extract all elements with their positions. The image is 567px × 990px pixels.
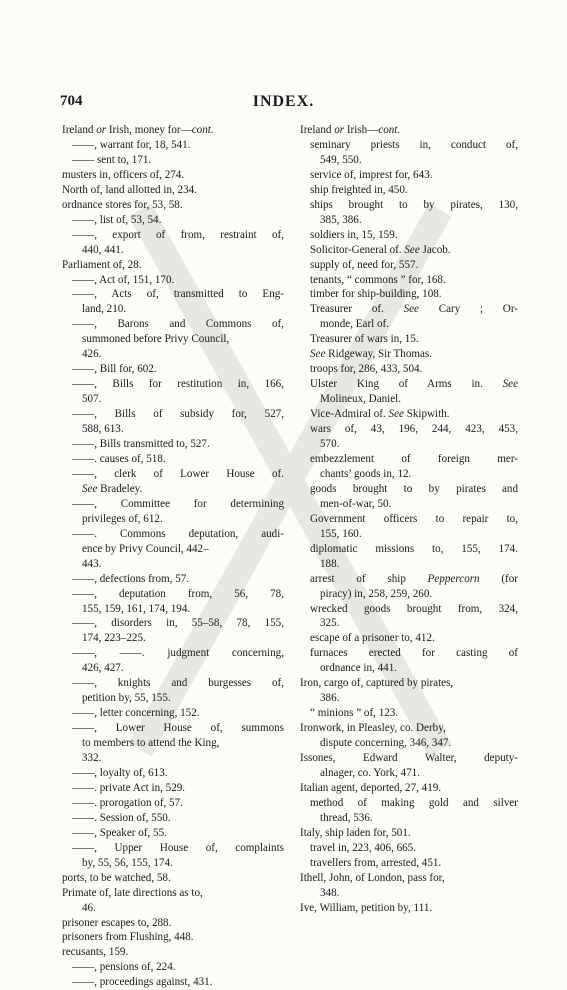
index-line	[300, 168, 518, 183]
index-text: Treasurer of wars in, 15.	[310, 333, 419, 346]
index-line	[62, 781, 284, 796]
index-text: Vice-Admiral of.	[310, 408, 389, 421]
index-text: 443.	[82, 557, 102, 570]
index-line	[62, 811, 284, 826]
index-text: summoned before Privy Council,	[82, 333, 230, 346]
index-text: ordnance in, 441.	[320, 662, 398, 675]
index-line	[62, 886, 284, 901]
index-text: wars of, 43, 196, 244, 423, 453,	[310, 423, 518, 436]
index-line	[62, 243, 284, 258]
index-line	[62, 616, 284, 631]
index-line	[300, 691, 518, 706]
index-text: privileges of, 612.	[82, 512, 163, 525]
index-line	[300, 572, 518, 587]
index-line	[300, 736, 518, 751]
index-text: prisoners from Flushing, 448.	[62, 931, 194, 944]
index-line	[62, 975, 284, 990]
index-text: ——. private Act in, 529.	[72, 781, 186, 794]
index-line	[62, 587, 284, 602]
index-text: Ridgeway, Sir Thomas.	[325, 348, 433, 361]
index-text: Ireland	[62, 124, 97, 136]
index-line	[62, 901, 284, 916]
index-text: monde, Earl of.	[320, 318, 390, 331]
index-text: ——, disorders in, 55–58, 78, 155,	[72, 617, 284, 630]
index-line	[62, 437, 284, 452]
index-text: musters in, officers of, 274.	[62, 168, 185, 181]
index-text: Parliament of, 28.	[62, 258, 142, 271]
index-text: Government officers to repair to,	[310, 512, 518, 525]
index-line	[62, 377, 284, 392]
index-text: ——, ——. judgment concerning,	[72, 647, 284, 660]
index-line	[300, 661, 518, 676]
index-line	[62, 317, 284, 332]
index-line	[300, 751, 518, 766]
index-line	[62, 198, 284, 213]
index-line	[62, 856, 284, 871]
index-text: ——, Speaker of, 55.	[72, 826, 167, 839]
index-text: troops for, 286, 433, 504.	[310, 363, 423, 376]
index-text: 188.	[320, 557, 340, 570]
index-text: Cary ; Or-	[418, 303, 518, 316]
index-column-left	[62, 123, 284, 990]
index-line	[300, 302, 518, 317]
index-line	[300, 377, 518, 392]
index-text: or	[96, 124, 107, 136]
index-text: 570.	[320, 438, 340, 451]
index-text: 46.	[82, 901, 96, 914]
index-line	[62, 258, 284, 273]
index-line	[300, 317, 518, 332]
index-text: ——, deputation from, 56, 78,	[72, 587, 284, 600]
index-line	[300, 422, 518, 437]
index-line	[62, 362, 284, 377]
index-line	[62, 557, 284, 572]
index-text: Skipwith.	[403, 408, 450, 421]
index-text: thread, 536.	[320, 811, 373, 824]
index-line	[300, 826, 518, 841]
index-text: ——, Lower House of, summons	[72, 722, 284, 735]
index-text: travel in, 223, 406, 665.	[310, 841, 416, 854]
index-text: service of, imprest for, 643.	[310, 168, 433, 181]
index-line	[62, 706, 284, 721]
index-line	[62, 736, 284, 751]
index-line	[62, 407, 284, 422]
index-text: ——, Bills transmitted to, 527.	[72, 438, 210, 451]
index-line	[62, 138, 284, 153]
index-line	[300, 228, 518, 243]
index-text: 332.	[82, 752, 102, 765]
index-text: (for	[479, 572, 518, 585]
index-text: 426, 427.	[82, 662, 124, 675]
index-line	[62, 766, 284, 781]
index-line	[300, 901, 518, 916]
index-line	[300, 287, 518, 302]
index-line	[62, 945, 284, 960]
index-line	[300, 766, 518, 781]
index-text: ships brought to by pirates, 130,	[310, 198, 518, 211]
index-line	[300, 706, 518, 721]
index-line	[62, 826, 284, 841]
index-line	[62, 482, 284, 497]
index-line	[62, 602, 284, 617]
index-text: ports, to be watched, 58.	[62, 871, 171, 884]
index-text: ——, Barons and Commons of,	[72, 318, 284, 331]
index-text: Jacob.	[419, 243, 451, 256]
index-line	[300, 482, 518, 497]
index-line	[62, 721, 284, 736]
index-line	[300, 407, 518, 422]
index-text: ——, export of from, restraint of,	[72, 228, 284, 241]
index-text: Peppercorn	[427, 572, 480, 585]
index-line	[300, 258, 518, 273]
index-text: ——, Bills for restitution in, 166,	[72, 378, 284, 391]
index-line	[300, 213, 518, 228]
index-line	[62, 751, 284, 766]
index-line	[300, 392, 518, 407]
index-line	[62, 512, 284, 527]
index-text: Solicitor-General of.	[310, 243, 405, 256]
index-text: See	[502, 378, 518, 391]
index-line	[300, 871, 518, 886]
index-text: 325.	[320, 617, 340, 630]
index-line	[62, 422, 284, 437]
running-head-title: INDEX.	[252, 93, 315, 110]
index-text: recusants, 159.	[62, 946, 129, 959]
index-line	[300, 497, 518, 512]
index-text: cont.	[378, 124, 401, 136]
index-text: furnaces erected for casting of	[310, 647, 518, 660]
index-text: method of making gold and silver	[310, 796, 518, 809]
index-text: 426.	[82, 348, 102, 361]
index-text: supply of, need for, 557.	[310, 258, 419, 271]
index-text: 386.	[320, 692, 340, 705]
index-line	[62, 930, 284, 945]
index-text: ——, letter concerning, 152.	[72, 707, 200, 720]
index-text: Irish, money for—	[106, 124, 192, 136]
index-text: 348.	[320, 886, 340, 899]
index-text: Iron, cargo of, captured by pirates,	[300, 677, 454, 690]
index-text: Italian agent, deported, 27, 419.	[300, 781, 442, 794]
index-text: Ironwork, in Pleasley, co. Derby,	[300, 722, 446, 735]
index-text: See	[403, 303, 419, 316]
index-line	[300, 332, 518, 347]
index-line	[300, 198, 518, 213]
index-line	[300, 452, 518, 467]
index-text: 507.	[82, 393, 102, 406]
index-text: ship freighted in, 450.	[310, 183, 408, 196]
index-line	[300, 781, 518, 796]
index-text: Ireland	[300, 124, 335, 136]
index-text: Treasurer of.	[310, 303, 404, 316]
index-line	[62, 168, 284, 183]
index-text: ——. Commons deputation, audi-	[72, 527, 284, 540]
index-line	[62, 213, 284, 228]
index-text: Ulster King of Arms in.	[310, 378, 503, 391]
index-text: ——, Bills of subsidy for, 527,	[72, 408, 284, 421]
index-line	[300, 123, 518, 138]
index-text: ——, proceedings against, 431.	[72, 976, 213, 989]
index-text: alnager, co. York, 471.	[320, 766, 420, 779]
index-line	[62, 542, 284, 557]
index-line	[300, 646, 518, 661]
index-text: Ithell, John, of London, pass for,	[300, 871, 445, 884]
index-text: timber for ship-building, 108.	[310, 288, 442, 301]
index-line	[62, 183, 284, 198]
index-text: by, 55, 56, 155, 174.	[82, 856, 173, 869]
index-line	[62, 871, 284, 886]
index-text: dispute concerning, 346, 347.	[320, 737, 452, 750]
index-line	[62, 153, 284, 168]
index-text: ——, Acts of, transmitted to Eng-	[72, 288, 284, 301]
index-text: ence by Privy Council, 442–	[82, 542, 209, 555]
index-line	[300, 183, 518, 198]
index-text: North of, land allotted in, 234.	[62, 183, 197, 196]
index-text: chants’ goods in, 12.	[320, 467, 412, 480]
index-text: Italy, ship laden for, 501.	[300, 826, 411, 839]
index-line	[62, 796, 284, 811]
index-line	[62, 287, 284, 302]
index-text: ——, clerk of Lower House of.	[72, 467, 284, 480]
index-line	[62, 960, 284, 975]
index-line	[62, 452, 284, 467]
index-text: 549, 550.	[320, 153, 362, 166]
index-text: escape of a prisoner to, 412.	[310, 632, 435, 645]
index-line	[300, 856, 518, 871]
index-line	[300, 631, 518, 646]
index-line	[300, 587, 518, 602]
index-text: arrest of ship	[310, 572, 428, 585]
index-line	[62, 347, 284, 362]
index-line	[300, 886, 518, 901]
index-column-right	[300, 123, 518, 916]
index-line	[300, 512, 518, 527]
index-text: land, 210.	[82, 303, 127, 316]
index-text: “ minions ” of, 123.	[310, 707, 399, 720]
index-line	[300, 542, 518, 557]
index-text: travellers from, arrested, 451.	[310, 856, 442, 869]
index-line	[300, 347, 518, 362]
index-line	[300, 437, 518, 452]
index-line	[62, 497, 284, 512]
index-text: goods brought to by pirates and	[310, 482, 518, 495]
index-line	[62, 123, 284, 138]
index-text: See	[82, 482, 98, 495]
index-line	[300, 467, 518, 482]
index-text: Irish—	[344, 124, 379, 136]
index-text: to members to attend the King,	[82, 737, 220, 750]
index-line	[62, 841, 284, 856]
index-line	[300, 362, 518, 377]
index-line	[62, 467, 284, 482]
index-line	[300, 811, 518, 826]
index-line	[62, 631, 284, 646]
index-text: ——, Upper House of, complaints	[72, 841, 284, 854]
index-line	[62, 691, 284, 706]
index-text: Molineux, Daniel.	[320, 393, 402, 406]
index-text: ——, list of, 53, 54.	[72, 213, 162, 226]
index-text: Issones, Edward Walter, deputy-	[300, 752, 518, 765]
index-text: cont.	[191, 124, 214, 136]
index-text: ——, Bill for, 602.	[72, 363, 157, 376]
index-line	[62, 302, 284, 317]
index-text: ——, loyalty of, 613.	[72, 766, 168, 779]
index-line	[62, 273, 284, 288]
index-line	[300, 153, 518, 168]
page-number: 704	[60, 93, 83, 109]
index-text: Primate of, late directions as to,	[62, 886, 203, 899]
index-text: 385, 386.	[320, 213, 362, 226]
index-text: ——. causes of, 518.	[72, 452, 166, 465]
index-text: men-of-war, 50.	[320, 497, 392, 510]
index-text: ——, Act of, 151, 170.	[72, 273, 175, 286]
index-text: ——. Session of, 550.	[72, 811, 171, 824]
index-text: ——, pensions of, 224.	[72, 961, 176, 974]
index-text: ——, defections from, 57.	[72, 572, 190, 585]
index-text: piracy) in, 258, 259, 260.	[320, 587, 433, 600]
index-text: wrecked goods brought from, 324,	[310, 602, 518, 615]
index-line	[300, 527, 518, 542]
index-text: ordnance stores for, 53, 58.	[62, 198, 183, 211]
index-text: diplomatic missions to, 155, 174.	[310, 542, 518, 555]
index-line	[300, 676, 518, 691]
index-text: ——, warrant for, 18, 541.	[72, 138, 191, 151]
index-text: 440, 441.	[82, 243, 124, 256]
index-line	[62, 332, 284, 347]
index-line	[62, 676, 284, 691]
index-line	[300, 138, 518, 153]
index-text: seminary priests in, conduct of,	[310, 138, 518, 151]
index-text: petition by, 55, 155.	[82, 692, 171, 705]
index-text: Bradeley.	[97, 482, 143, 495]
index-text: embezzlement of foreign mer-	[310, 452, 518, 465]
index-line	[62, 646, 284, 661]
index-text: ——, Committee for determining	[72, 497, 284, 510]
index-line	[300, 796, 518, 811]
index-text: Ive, William, petition by, 111.	[300, 901, 433, 914]
index-line	[62, 572, 284, 587]
index-line	[300, 273, 518, 288]
index-line	[62, 661, 284, 676]
index-line	[300, 721, 518, 736]
index-text: ——, knights and burgesses of,	[72, 677, 284, 690]
index-text: or	[334, 124, 345, 136]
index-text: See	[388, 408, 404, 421]
index-text: prisoner escapes to, 288.	[62, 916, 172, 929]
index-text: See	[404, 243, 420, 256]
index-text: 155, 159, 161, 174, 194.	[82, 602, 191, 615]
index-text: —— sent to, 171.	[72, 153, 152, 166]
index-text: ——. prorogation of, 57.	[72, 796, 183, 809]
index-text: 174, 223–225.	[82, 632, 146, 645]
index-line	[300, 557, 518, 572]
index-text: tenants, “ commons ” for, 168.	[310, 273, 446, 286]
index-line	[62, 392, 284, 407]
index-line	[62, 228, 284, 243]
index-line	[300, 243, 518, 258]
index-line	[300, 602, 518, 617]
index-text: soldiers in, 15, 159.	[310, 228, 398, 241]
index-text: See	[310, 348, 326, 361]
index-line	[300, 616, 518, 631]
page-header	[60, 93, 507, 117]
index-line	[62, 527, 284, 542]
index-text: 588, 613.	[82, 423, 124, 436]
index-text: 155, 160.	[320, 527, 362, 540]
index-line	[300, 841, 518, 856]
